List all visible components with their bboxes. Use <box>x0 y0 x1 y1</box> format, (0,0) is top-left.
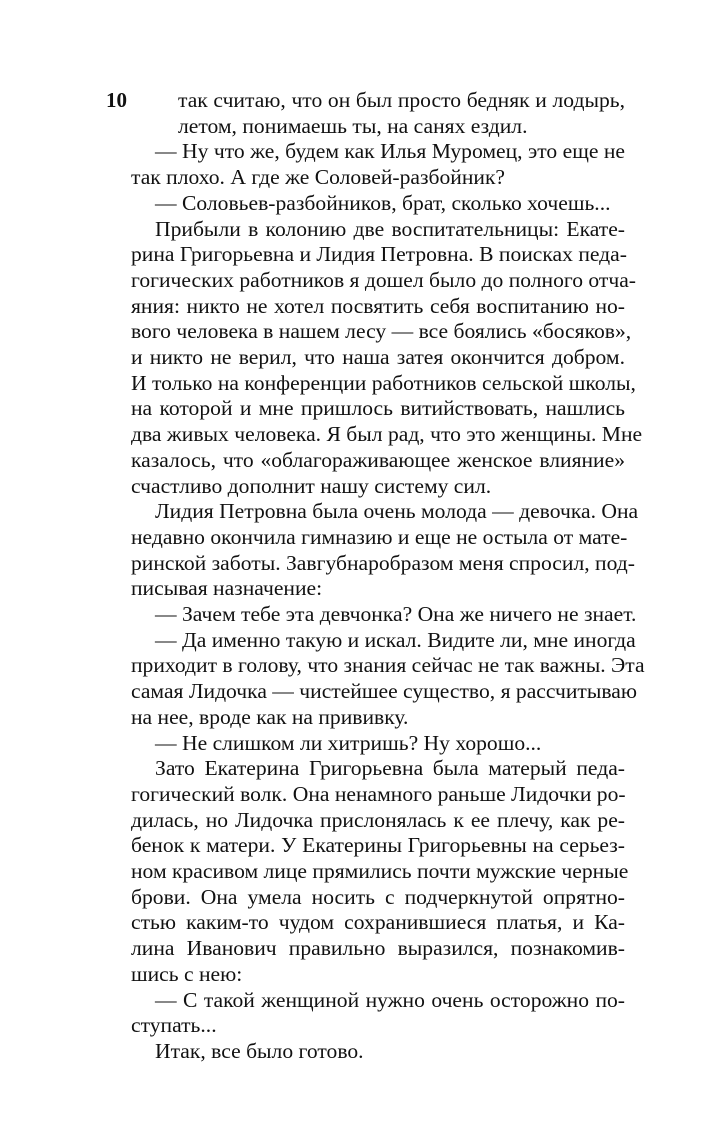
text-line: на нее, вроде как на прививку. <box>131 704 409 729</box>
text-line: — Ну что же, будем как Илья Муромец, это еще не <box>155 139 625 164</box>
text-line: шись с нею: <box>131 961 243 986</box>
text-line: — Да именно такую и искал. Видите ли, мне иногда <box>155 627 636 652</box>
text-line: так плохо. А где же Соловей-разбойник? <box>131 165 506 190</box>
text-line: ринской заботы. Завгубнаробразом меня спросил, под- <box>131 550 635 575</box>
text-line: яния: никто не хотел посвятить себя воспитанию но- <box>131 293 625 318</box>
text-line: Зато Екатерина Григорьевна была матерый педа- <box>155 756 625 781</box>
text-line: Лидия Петровна была очень молода — девочка. Она <box>155 499 639 524</box>
text-line: ном красивом лице прямились почти мужские черные <box>131 859 629 883</box>
text-line: самая Лидочка — чистейшее существо, я рассчитываю <box>131 679 638 704</box>
text-line: — Соловьев-разбойников, брат, сколько хочешь... <box>155 190 611 215</box>
text-line: вого человека в нашем лесу — все боялись «босяков», <box>131 319 632 344</box>
page-number: 10 <box>106 88 127 112</box>
text-line: счастливо дополнит нашу систему сил. <box>131 473 492 498</box>
text-line: гогических работников я дошел было до полного отча- <box>131 267 636 292</box>
text-line: летом, понимаешь ты, на санях ездил. <box>178 113 528 138</box>
text-line: — С такой женщиной нужно очень осторожно по- <box>155 987 625 1012</box>
text-line: — Не слишком ли хитришь? Ну хорошо... <box>155 730 542 755</box>
text-line: брови. Она умела носить с подчеркнутой опрятно- <box>131 884 625 909</box>
text-line: писывая назначение: <box>131 576 323 601</box>
text-line: гогический волк. Она ненамного раньше Лидочки ро- <box>131 781 626 806</box>
text-line: И только на конференции работников сельской школы, <box>131 370 636 395</box>
text-line: на которой и мне пришлось витийствовать, нашлись <box>131 396 625 421</box>
text-line: рина Григорьевна и Лидия Петровна. В поисках педа- <box>131 242 627 267</box>
text-line: так считаю, что он был просто бедняк и лодырь, <box>178 88 625 112</box>
text-line: — Зачем тебе эта девчонка? Она же ничего не знает. <box>155 602 637 626</box>
text-line: ступать... <box>131 1013 217 1038</box>
text-line: Прибыли в колонию две воспитательницы: Екате- <box>155 216 625 241</box>
text-line: приходит в голову, что знания сейчас не так важны. Эта <box>131 653 645 678</box>
text-line: бенок к матери. У Екатерины Григорьевны на серьез- <box>131 833 625 858</box>
text-line: дилась, но Лидочка прислонялась к ее плечу, как ре- <box>131 807 625 832</box>
text-line: Итак, все было готово. <box>155 1038 364 1063</box>
text-line: два живых человека. Я был рад, что это женщины. Мне <box>131 422 643 447</box>
text-line: казалось, что «облагораживающее женское влияние» <box>131 447 625 472</box>
text-line: недавно окончила гимназию и еще не остыла от мате- <box>131 524 628 549</box>
text-line: стью каким-то чудом сохранившиеся платья, и Ка- <box>131 910 625 935</box>
text-line: лина Иванович правильно выразился, познакомив- <box>131 936 625 961</box>
text-line: и никто не верил, что наша затея окончится добром. <box>131 345 625 369</box>
